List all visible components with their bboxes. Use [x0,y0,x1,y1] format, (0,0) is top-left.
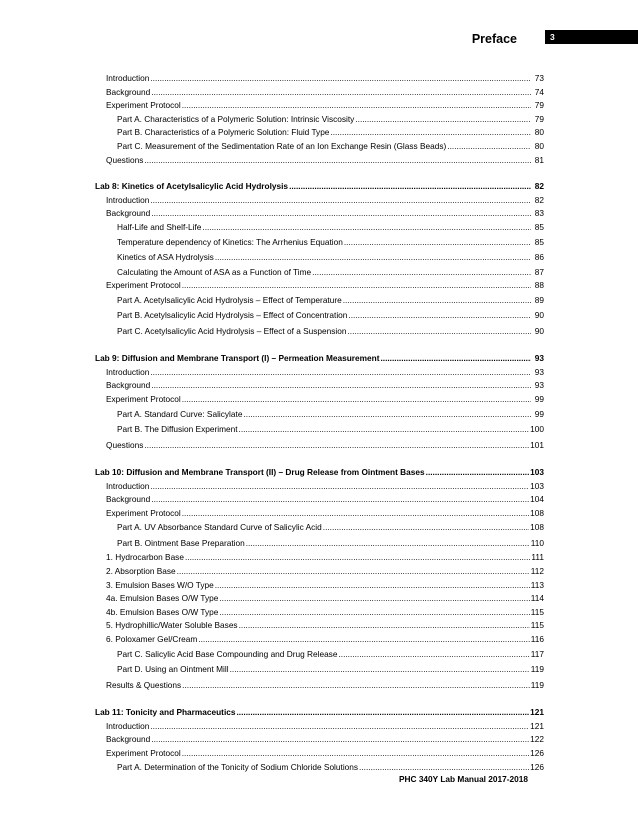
toc-entry[interactable] [95,536,544,552]
toc-entry-label: 4b. Emulsion Bases O/W Type [106,606,219,617]
toc-entry-label: 5. Hydrophillic/Water Soluble Bases [106,620,238,631]
dot-leader [330,126,531,140]
toc-entry-label: Lab 8: Kinetics of Acetylsalicylic Acid Hydrolysis [95,181,289,192]
toc-entry-label: Questions [106,154,144,165]
toc-entry-page: 103 [530,467,544,478]
toc-entry-label: Introduction [106,73,150,83]
toc-entry-page: 81 [534,154,544,165]
toc-entry[interactable] [95,422,544,438]
toc-entry-page: 88 [534,280,544,291]
toc-entry[interactable] [95,662,544,678]
toc-entry-label: 1. Hydrocarbon Base [106,552,184,563]
page-number: 3 [550,32,555,42]
toc-entry-page: 126 [530,761,544,772]
toc-entry-label: Experiment Protocol [106,280,181,291]
dot-leader [177,565,530,579]
toc-entry-label: Questions [106,439,144,450]
dot-leader [312,266,531,280]
dot-leader [355,113,531,127]
toc-entry-page: 112 [530,566,544,577]
toc-entry[interactable] [95,606,544,620]
toc-entry-page: 121 [530,720,544,731]
toc-entry-page: 101 [530,439,544,450]
dot-leader [151,207,531,221]
toc-entry-label: Introduction [106,366,150,377]
toc-entry-page: 85 [534,236,544,247]
dot-leader [144,438,529,454]
dot-leader [289,180,531,194]
toc-entry[interactable] [95,565,544,579]
toc-entry-label: Lab 11: Tonicity and Pharmaceutics [95,707,236,718]
dot-leader [202,221,531,235]
toc-entry[interactable] [95,221,544,235]
dot-leader [151,86,531,100]
toc-entry-label: Half-Life and Shelf-Life [117,221,202,232]
toc-entry-label: Part B. The Diffusion Experiment [117,424,238,435]
toc-entry[interactable] [95,407,544,423]
toc-entry-page: 80 [534,140,544,151]
toc-entry-page: 104 [530,494,544,505]
header-title: Preface [471,32,517,46]
toc-entry-label: Lab 9: Diffusion and Membrane Transport (I) – Permeation Measurement [95,353,380,364]
toc-entry[interactable] [95,619,544,633]
toc-entry[interactable] [95,507,544,521]
toc-entry-page: 74 [534,86,544,97]
toc-entry[interactable] [95,733,544,747]
toc-entry[interactable] [95,592,544,606]
dot-leader [150,72,531,86]
toc-entry[interactable] [95,761,544,775]
toc-entry-label: Introduction [106,720,150,731]
toc-entry-page: 86 [534,252,544,263]
toc-entry-label: Part A. UV Absorbance Standard Curve of Salicylic Acid [117,522,322,533]
dot-leader [426,466,530,480]
dot-leader [246,536,530,552]
toc-entry-page: 119 [530,679,544,690]
dot-leader [182,99,531,113]
toc-entry-page: 89 [534,294,544,305]
toc-entry[interactable] [95,647,544,663]
toc-entry[interactable] [95,86,544,100]
toc-entry[interactable] [95,633,544,647]
toc-entry[interactable] [95,235,544,251]
toc-entry-page: 82 [534,194,544,205]
toc-entry-page: 83 [534,208,544,219]
toc-entry[interactable] [95,207,544,221]
toc-entry[interactable] [95,279,544,293]
toc-entry-page: 93 [534,353,544,364]
dot-leader [182,747,529,761]
toc-entry[interactable] [95,551,544,565]
dot-leader [239,619,530,633]
toc-entry-page: 99 [534,394,544,404]
toc-entry-label: Part B. Ointment Base Preparation [117,537,245,548]
dot-leader [338,647,529,663]
dot-leader [348,308,531,324]
toc-entry-label: Experiment Protocol [106,507,181,518]
toc-entry-page: 80 [534,127,544,138]
dot-leader [182,678,530,694]
toc-entry[interactable] [95,324,544,340]
toc-entry-label: Introduction [106,194,150,205]
toc-entry-page: 121 [530,707,544,718]
toc-entry-label: Part D. Using an Ointment Mill [117,664,229,675]
toc-entry-label: 2. Absorption Base [106,566,176,577]
page-header [0,0,638,60]
toc-entry-page: 108 [530,507,544,518]
toc-entry[interactable] [95,678,544,694]
toc-entry[interactable] [95,72,544,86]
toc-entry-page: 79 [534,100,544,111]
toc-entry-label: Part A. Standard Curve: Salicylate [117,408,243,419]
toc-entry-page: 93 [534,366,544,377]
toc-entry-page: 79 [534,113,544,124]
toc-entry[interactable] [95,126,544,140]
toc-entry-page: 82 [534,181,544,192]
toc-entry-label: Background [106,380,151,391]
toc-chapter-entry[interactable] [95,466,544,480]
toc-entry[interactable] [95,250,544,266]
toc-entry-label: Background [106,734,151,745]
toc-entry-page: 87 [534,266,544,277]
toc-entry-label: Part A. Acetylsalicylic Acid Hydrolysis – Effect of Temperature [117,294,342,305]
toc-entry[interactable] [95,379,544,393]
dot-leader [447,140,531,154]
toc-entry[interactable] [95,154,544,168]
table-of-contents [95,72,544,774]
toc-entry-page: 90 [534,310,544,321]
dot-leader [151,733,529,747]
toc-entry-page: 126 [530,747,544,758]
toc-entry-label: 4a. Emulsion Bases O/W Type [106,593,219,604]
toc-entry-page: 85 [534,221,544,232]
toc-entry-label: Experiment Protocol [106,394,181,404]
toc-entry-label: Temperature dependency of Kinetics: The Arrhenius Equation [117,236,343,247]
toc-entry[interactable] [95,393,544,407]
toc-entry-page: 111 [531,552,544,563]
toc-entry-label: Kinetics of ASA Hydrolysis [117,252,214,263]
toc-entry-label: Part C. Salicylic Acid Base Compounding and Drug Release [117,648,338,659]
toc-entry-page: 115 [530,606,544,617]
dot-leader [182,393,531,407]
toc-entry[interactable] [95,266,544,280]
dot-leader [344,235,531,251]
toc-entry-label: Background [106,208,151,219]
toc-entry-label: Background [106,494,151,505]
toc-entry-page: 114 [530,593,544,604]
toc-entry[interactable] [95,308,544,324]
dot-leader [185,551,530,565]
toc-entry[interactable] [95,194,544,208]
toc-entry[interactable] [95,140,544,154]
toc-entry[interactable] [95,493,544,507]
toc-entry-page: 103 [530,480,544,491]
dot-leader [150,366,531,380]
dot-leader [150,194,531,208]
toc-chapter-entry[interactable] [95,180,544,194]
toc-entry-label: Part C. Measurement of the Sedimentation Rate of an Ion Exchange Resin (Glass Beads) [117,140,447,151]
dot-leader [323,520,529,536]
toc-entry-page: 113 [530,579,544,590]
dot-leader [182,507,529,521]
dot-leader [343,293,531,309]
toc-entry[interactable] [95,366,544,380]
toc-entry-page: 73 [534,73,544,83]
dot-leader [380,352,531,366]
toc-entry[interactable] [95,520,544,536]
dot-leader [348,324,532,340]
dot-leader [236,706,529,720]
dot-leader [219,592,529,606]
toc-entry-label: Experiment Protocol [106,747,181,758]
dot-leader [230,662,530,678]
dot-leader [182,279,531,293]
page-number-badge [545,30,638,44]
toc-entry-label: Part A. Characteristics of a Polymeric Solution: Intrinsic Viscosity [117,113,355,124]
dot-leader [150,720,529,734]
toc-entry-label: Introduction [106,480,150,491]
dot-leader [215,579,530,593]
toc-entry[interactable] [95,579,544,593]
toc-entry-page: 116 [530,634,544,645]
page-footer: PHC 340Y Lab Manual 2017-2018 [399,774,528,784]
dot-leader [215,250,531,266]
toc-entry-label: Part B. Characteristics of a Polymeric Solution: Fluid Type [117,127,330,138]
toc-entry-page: 99 [534,408,544,419]
dot-leader [151,379,531,393]
toc-entry[interactable] [95,99,544,113]
toc-entry[interactable] [95,293,544,309]
toc-entry[interactable] [95,438,544,454]
toc-chapter-entry[interactable] [95,706,544,720]
toc-entry-page: 90 [534,325,544,336]
toc-entry[interactable] [95,113,544,127]
dot-leader [359,761,529,775]
dot-leader [151,493,529,507]
toc-entry-page: 93 [534,380,544,391]
dot-leader [198,633,529,647]
toc-entry[interactable] [95,747,544,761]
toc-entry-label: Results & Questions [106,679,182,690]
toc-entry-label: Part B. Acetylsalicylic Acid Hydrolysis – Effect of Concentration [117,310,348,321]
dot-leader [243,407,531,423]
toc-entry-label: Part C. Acetylsalicylic Acid Hydrolysis – Effect of a Suspension [117,325,347,336]
toc-entry-label: 6. Poloxamer Gel/Cream [106,634,198,645]
toc-entry-label: Calculating the Amount of ASA as a Function of Time [117,266,312,277]
toc-entry-label: Lab 10: Diffusion and Membrane Transport (II) – Drug Release from Ointment Bases [95,467,425,478]
toc-chapter-entry[interactable] [95,352,544,366]
toc-entry-label: Background [106,86,151,97]
toc-entry-page: 122 [530,734,544,745]
toc-entry-page: 110 [530,537,544,548]
toc-entry-page: 117 [530,648,544,659]
toc-entry-label: 3. Emulsion Bases W/O Type [106,579,214,590]
dot-leader [239,422,530,438]
dot-leader [144,154,531,168]
dot-leader [150,480,529,494]
toc-entry-page: 108 [530,522,544,533]
toc-entry-label: Experiment Protocol [106,100,181,111]
toc-entry-page: 100 [530,424,544,435]
toc-entry[interactable] [95,480,544,494]
toc-entry-page: 119 [530,664,544,675]
dot-leader [219,606,529,620]
toc-entry[interactable] [95,720,544,734]
toc-entry-label: Part A. Determination of the Tonicity of Sodium Chloride Solutions [117,761,359,772]
toc-entry-page: 115 [530,620,544,631]
